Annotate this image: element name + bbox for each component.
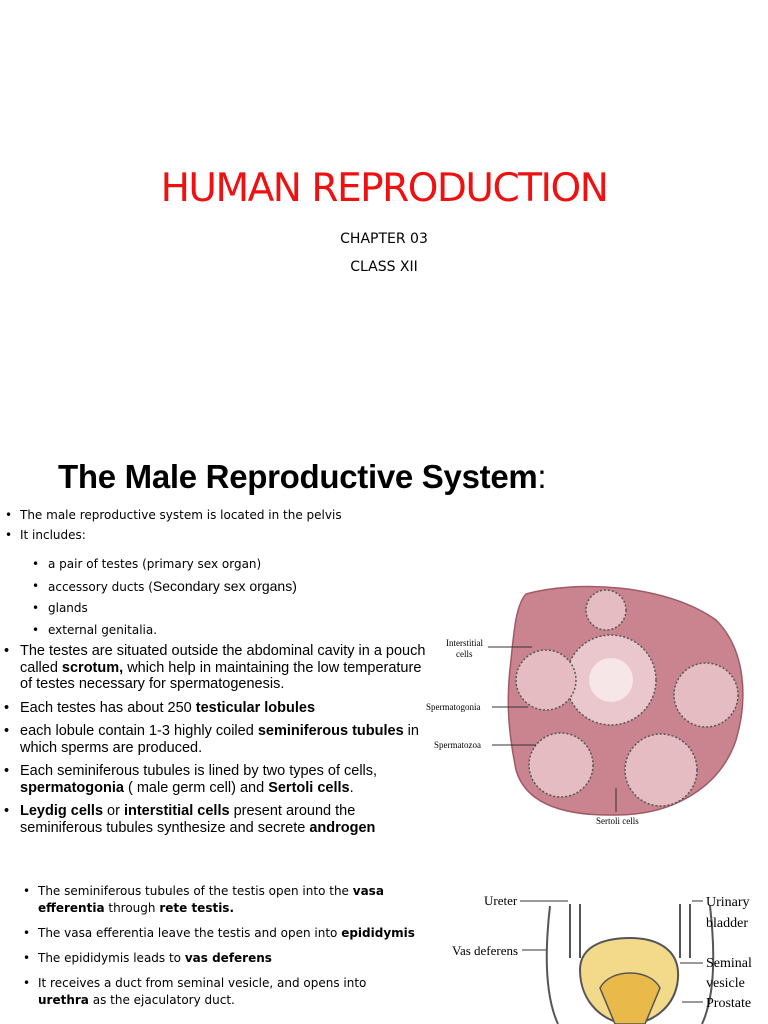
- content-slide: [0, 440, 768, 1024]
- tubule-section-figure: [416, 580, 766, 830]
- urinary-label: Urinary: [706, 895, 750, 910]
- t: The seminiferous tubules of the testis open into the: [38, 884, 353, 898]
- ducts-list: [18, 883, 418, 1009]
- bladder-figure: [440, 888, 768, 1024]
- t: .: [349, 779, 354, 796]
- intro-list: [0, 508, 420, 542]
- item-text: glands: [48, 601, 88, 615]
- t: or: [103, 803, 124, 819]
- list-item: [0, 763, 428, 796]
- b: vas deferens: [184, 951, 272, 965]
- list-item: [18, 950, 418, 967]
- section-heading: [58, 458, 546, 496]
- vas-deferens-label: Vas deferens: [452, 943, 519, 958]
- t: Each seminiferous tubules is lined by two types of cells,: [20, 763, 378, 779]
- t: ( male germ cell) and: [123, 779, 269, 796]
- includes-list: [48, 554, 408, 641]
- b: interstitial cells: [123, 803, 230, 819]
- list-item: [0, 643, 428, 693]
- t: each lobule contain 1-3 highly coiled: [20, 723, 258, 739]
- list-item: [0, 803, 428, 836]
- list-item: [48, 576, 408, 599]
- list-item: [18, 883, 418, 917]
- b: vasa efferentia: [38, 884, 384, 915]
- t: The testes are situated outside the abdominal cavity in a pouch called: [20, 643, 426, 676]
- t: which help in maintaining the low temperature of testes necessary for spermatogenesis.: [20, 659, 422, 692]
- b: seminiferous tubules: [257, 723, 404, 739]
- b: Sertoli cells: [268, 779, 350, 796]
- spermatozoa-label: Spermatozoa: [434, 740, 481, 750]
- item-text-large: Secondary sex organs): [152, 577, 297, 594]
- list-item: [18, 975, 418, 1009]
- b: epididymis: [341, 926, 415, 940]
- list-item: [48, 620, 408, 642]
- heading-colon: :: [537, 458, 547, 495]
- item-text: accessory ducts (: [48, 579, 153, 594]
- list-item: [0, 723, 428, 756]
- prostate-label: Prostate: [706, 996, 752, 1011]
- slide-title: HUMAN REPRODUCTION: [160, 166, 608, 211]
- list-item: • It includes:: [0, 528, 420, 542]
- interstitial-label: Interstitial: [446, 638, 483, 648]
- b: testicular lobules: [195, 699, 316, 716]
- chapter-label: CHAPTER 03: [340, 231, 428, 247]
- cells-label: cells: [456, 649, 473, 659]
- title-slide: [0, 0, 768, 440]
- sertoli-label: Sertoli cells: [596, 816, 639, 826]
- b: rete testis.: [159, 901, 235, 915]
- b: urethra: [38, 993, 89, 1007]
- t: The vasa efferentia leave the testis and open into: [38, 926, 342, 940]
- t: in which sperms are produced.: [20, 723, 419, 756]
- b: spermatogonia: [20, 779, 124, 796]
- list-item: • The male reproductive system is located in the pelvis: [0, 508, 420, 522]
- item-text: external genitalia.: [48, 622, 158, 637]
- list-item: [18, 925, 418, 942]
- t: through: [104, 901, 160, 915]
- t: It receives a duct from seminal vesicle, and opens into: [38, 976, 367, 990]
- spermatogonia-label: Spermatogonia: [426, 702, 481, 712]
- vesicle-label: vesicle: [706, 976, 745, 991]
- t: The epididymis leads to: [38, 951, 185, 965]
- class-label: CLASS XII: [350, 259, 418, 275]
- list-item: [48, 554, 408, 576]
- heading-text: The Male Reproductive System: [58, 458, 538, 495]
- seminal-label: Seminal: [706, 956, 752, 971]
- bladder-label: bladder: [706, 916, 748, 931]
- b: scrotum,: [61, 659, 124, 676]
- b: androgen: [309, 819, 376, 836]
- t: Each testes has about 250: [20, 699, 196, 716]
- ureter-label: Ureter: [484, 893, 518, 908]
- t: as the ejaculatory duct.: [88, 993, 235, 1007]
- testes-list: [0, 643, 428, 843]
- item-text: a pair of testes (primary sex organ): [48, 557, 262, 571]
- list-item: [48, 598, 408, 620]
- list-item: [0, 700, 428, 717]
- t: present around the seminiferous tubules synthesize and secrete: [20, 803, 356, 836]
- b: Leydig cells: [20, 803, 104, 819]
